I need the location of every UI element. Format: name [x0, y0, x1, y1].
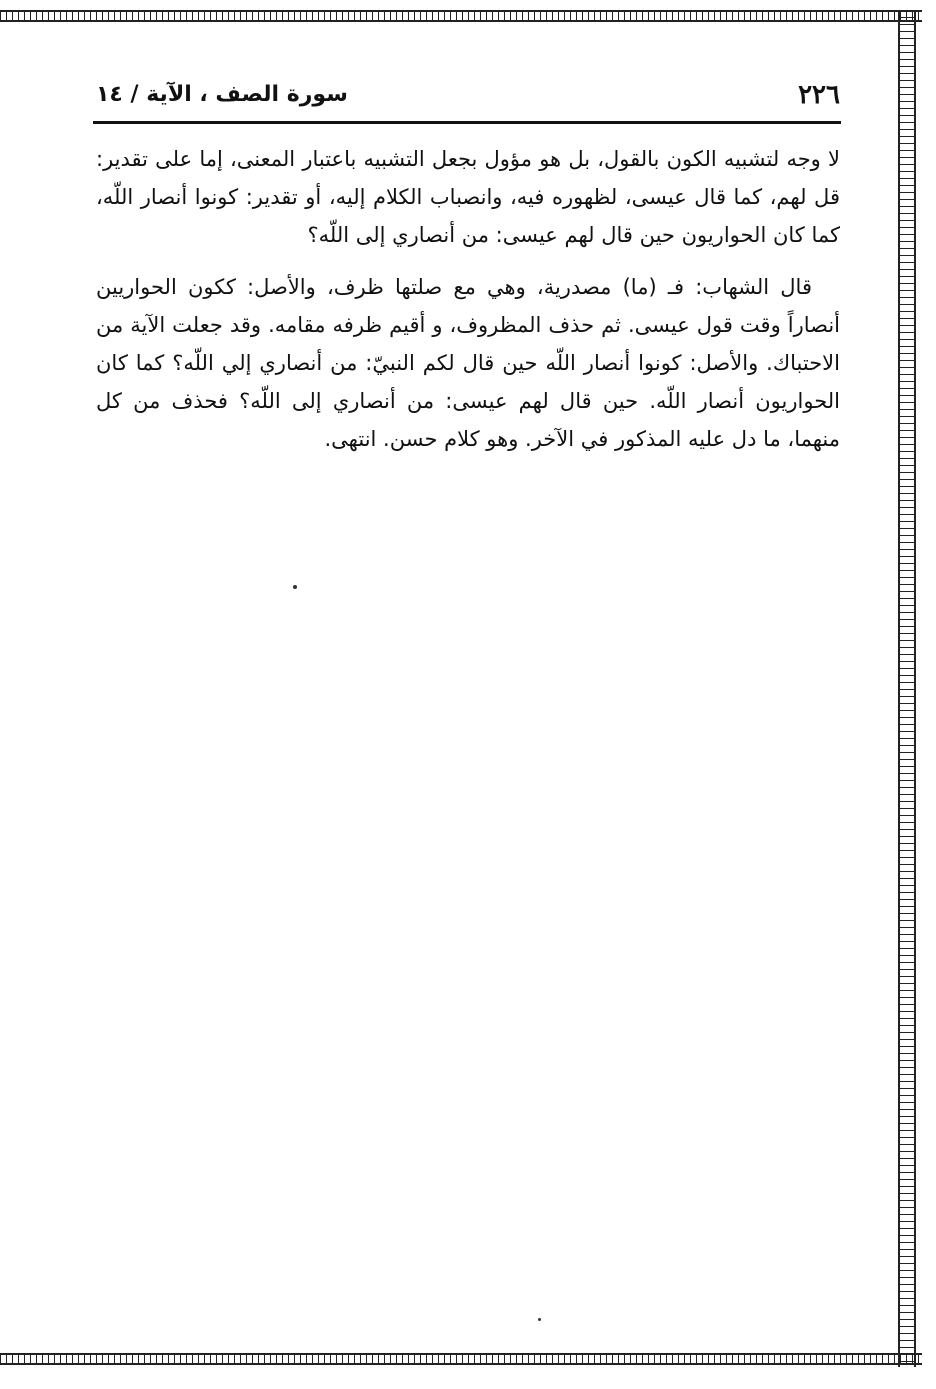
paragraph-1: لا وجه لتشبيه الكون بالقول، بل هو مؤول بجعل التشبيه باعتبار المعنى، إما على تقدير: قل لهم، كما قال عيسى، لظهوره فيه، وانصباب الكلام إليه، أو تقدير: كونوا أنصار اللّه، كما كان الحواريون حين قال لهم عيسى: من أنصاري إلى اللّه؟: [96, 147, 840, 247]
paragraph-2: قال الشهاب: فـ (ما) مصدرية، وهي مع صلتها ظرف، والأصل: ككون الحواريين أنصاراً وقت قول عيسى. ثم حذف المظروف، و أقيم ظرفه مقامه. وقد جعلت الآية من الاحتباك. والأصل: كونوا أنصار اللّه حين قال لكم النبيّ: من أنصاري إلي اللّه؟ كما كان الحواريون أنصار اللّه. حين قال لهم عيسى: من أنصاري إلى اللّه؟ فحذف من كل منهما، ما دل عليه المذكور في الآخر. وهو كلام حسن. انتهى.: [96, 275, 840, 451]
page-header: [96, 78, 840, 122]
running-title: سورة الصف ، الآية / ١٤: [96, 82, 348, 107]
body-text: [96, 140, 840, 472]
scan-speck: [538, 1318, 541, 1321]
ornamental-border-top: [0, 10, 922, 22]
header-divider: [93, 121, 841, 124]
page-number: ٢٢٦: [798, 80, 840, 110]
scan-speck: [293, 585, 297, 589]
ornamental-border-right: [898, 10, 916, 1367]
ornamental-border-bottom: [0, 1353, 922, 1365]
